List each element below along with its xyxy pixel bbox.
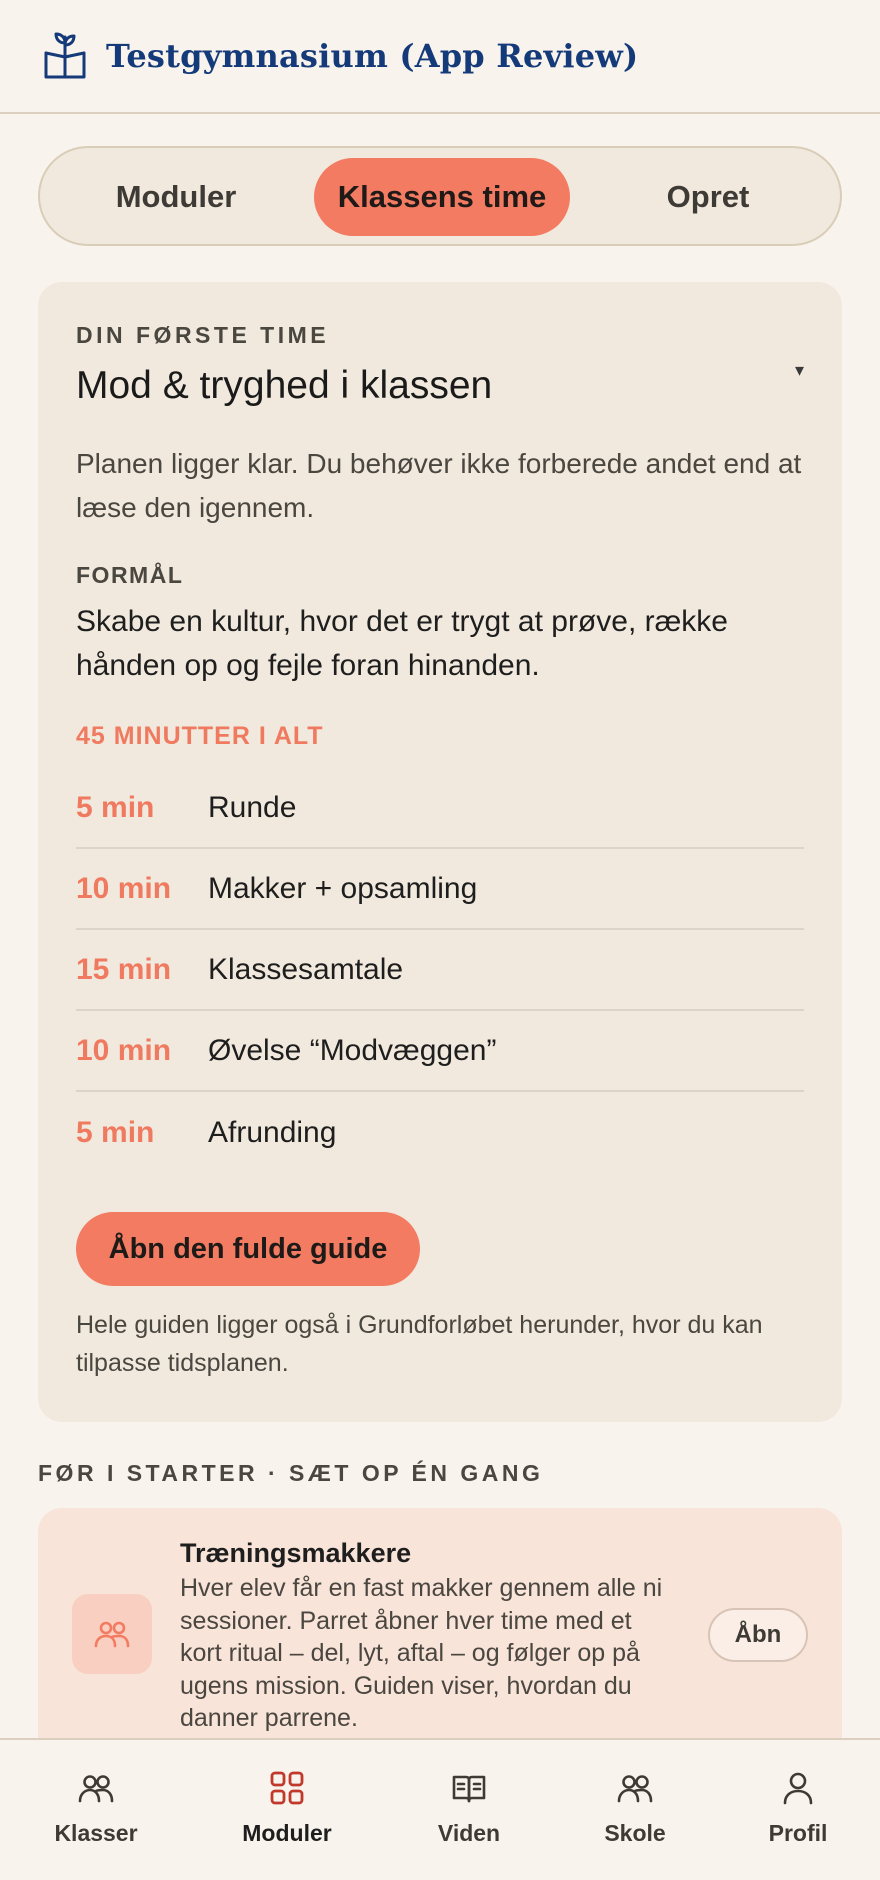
total-duration: 45 MINUTTER I ALT: [76, 722, 324, 750]
nav-label: Skole: [604, 1820, 666, 1846]
open-full-guide-button[interactable]: Åbn den fulde guide: [76, 1212, 420, 1286]
training-partners-card: [38, 1508, 842, 1768]
segmented-tabs: [38, 146, 842, 246]
guide-note: Hele guiden ligger også i Grundforløbet herunder, hvor du kan tilpasse tidsplanen.: [76, 1311, 763, 1377]
tab-opret[interactable]: Opret: [666, 179, 750, 214]
book-icon: [449, 1768, 489, 1808]
grid-icon: [267, 1768, 307, 1808]
lesson-title[interactable]: Mod & tryghed i klassen: [76, 364, 493, 407]
lesson-card: [38, 282, 842, 1422]
tab-klassens-time[interactable]: Klassens time: [314, 158, 570, 236]
schedule-activity: Makker + opsamling: [208, 871, 478, 905]
lesson-eyebrow: DIN FØRSTE TIME: [76, 322, 330, 348]
chevron-down-icon[interactable]: ▾: [794, 360, 804, 380]
app-title: Testgymnasium (App Review): [106, 37, 639, 75]
nav-label: Klasser: [54, 1820, 138, 1846]
nav-klasser[interactable]: [46, 1768, 146, 1852]
feature-icon-box: [72, 1594, 152, 1674]
nav-moduler[interactable]: [232, 1768, 342, 1852]
schedule-duration: 10 min: [76, 1033, 172, 1067]
schedule-duration: 5 min: [76, 1115, 155, 1149]
section-title: FØR I STARTER · SÆT OP ÉN GANG: [38, 1460, 544, 1486]
nav-label: Viden: [437, 1820, 501, 1846]
app-header: [0, 0, 880, 114]
purpose-label: FORMÅL: [76, 562, 184, 588]
schedule-activity: Afrunding: [208, 1115, 337, 1149]
people-icon: [94, 1619, 130, 1649]
people-icon: [76, 1768, 116, 1808]
schedule-row: [76, 1011, 804, 1092]
schedule-duration: 5 min: [76, 790, 155, 824]
schedule-row: [76, 768, 804, 849]
person-icon: [778, 1768, 818, 1808]
schedule-row: [76, 930, 804, 1011]
nav-viden[interactable]: [422, 1768, 516, 1852]
bottom-nav: [0, 1738, 880, 1880]
lesson-intro: Planen ligger klar. Du behøver ikke forberede andet end at læse den igennem.: [76, 448, 802, 523]
nav-profil[interactable]: [756, 1768, 840, 1852]
purpose-text: Skabe en kultur, hvor det er trygt at prøve, række hånden op og fejle foran hinanden.: [76, 605, 728, 682]
schedule-activity: Runde: [208, 790, 297, 824]
schedule-duration: 10 min: [76, 871, 172, 905]
people-icon: [615, 1768, 655, 1808]
feature-title: Træningsmakkere: [180, 1538, 412, 1568]
schedule-duration: 15 min: [76, 952, 172, 986]
nav-label: Moduler: [242, 1820, 332, 1846]
nav-skole[interactable]: [590, 1768, 680, 1852]
schedule-row: [76, 849, 804, 930]
schedule-activity: Klassesamtale: [208, 952, 404, 986]
schedule-row: [76, 1092, 804, 1173]
schedule-activity: Øvelse “Modvæggen”: [208, 1033, 497, 1067]
open-button[interactable]: Åbn: [708, 1608, 808, 1662]
schedule-list: [76, 768, 804, 1173]
tab-moduler[interactable]: Moduler: [115, 179, 237, 214]
nav-label: Profil: [768, 1820, 828, 1846]
feature-description: Hver elev får en fast makker gennem alle ni sessioner. Parret åbner hver time med et kort ritual – del, lyt, aftal – og følger op på ugens mission. Guiden viser, hvordan du danner parrene.: [180, 1574, 663, 1732]
book-sprout-icon: [42, 31, 88, 81]
